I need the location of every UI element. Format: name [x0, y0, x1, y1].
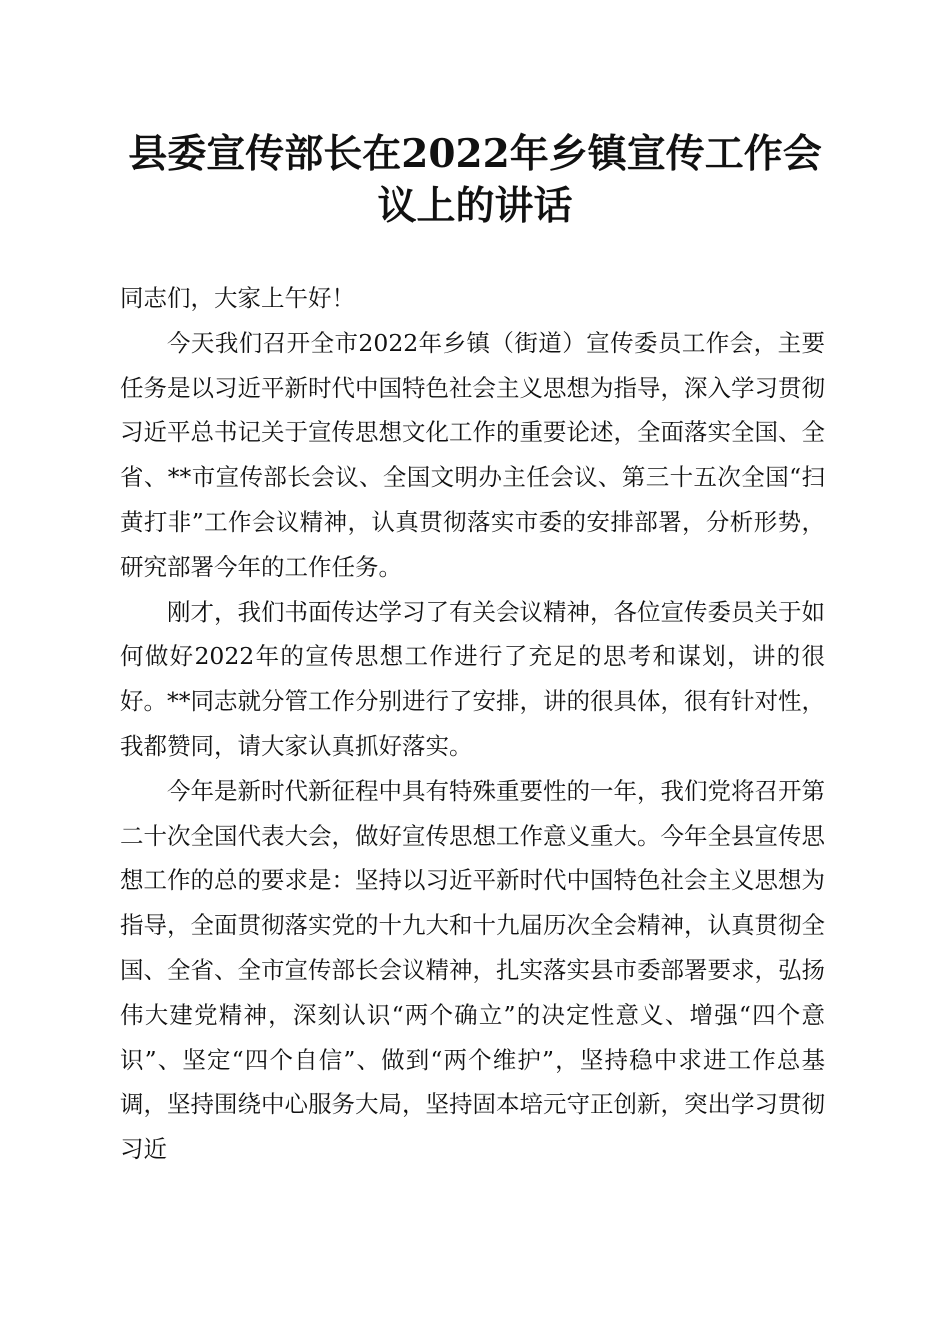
- body-paragraph: 刚才，我们书面传达学习了有关会议精神，各位宣传委员关于如何做好2022年的宣传思想工作进行了充足的思考和谋划，讲的很好。**同志就分管工作分别进行了安排，讲的很具体，很有针对性，我都赞同，请大家认真抓好落实。: [120, 597, 825, 760]
- body-paragraph: 今天我们召开全市2022年乡镇（街道）宣传委员工作会，主要任务是以习近平新时代中国特色社会主义思想为指导，深入学习贯彻习近平总书记关于宣传思想文化工作的重要论述，全面落实全国、全省、**市宣传部长会议、全国文明办主任会议、第三十五次全国“扫黄打非”工作会议精神，认真贯彻落实市委的安排部署，分析形势，研究部署今年的工作任务。: [120, 328, 825, 581]
- document-title: 县委宣传部长在2022年乡镇宣传工作会议上的讲话: [128, 131, 822, 229]
- body-paragraph: 今年是新时代新征程中具有特殊重要性的一年，我们党将召开第二十次全国代表大会，做好宣传思想工作意义重大。今年全县宣传思想工作的总的要求是：坚持以习近平新时代中国特色社会主义思想为指导，全面贯彻落实党的十九大和十九届历次全会精神，认真贯彻全国、全省、全市宣传部长会议精神，扎实落实县市委部署要求，弘扬伟大建党精神，深刻认识“两个确立”的决定性意义、增强“四个意识”、坚定“四个自信”、做到“两个维护”，坚持稳中求进工作总基调，坚持围绕中心服务大局，坚持固本培元守正创新，突出学习贯彻习近: [120, 776, 825, 1164]
- greeting-paragraph: 同志们，大家上午好！: [120, 284, 355, 312]
- document-body: [120, 276, 825, 1172]
